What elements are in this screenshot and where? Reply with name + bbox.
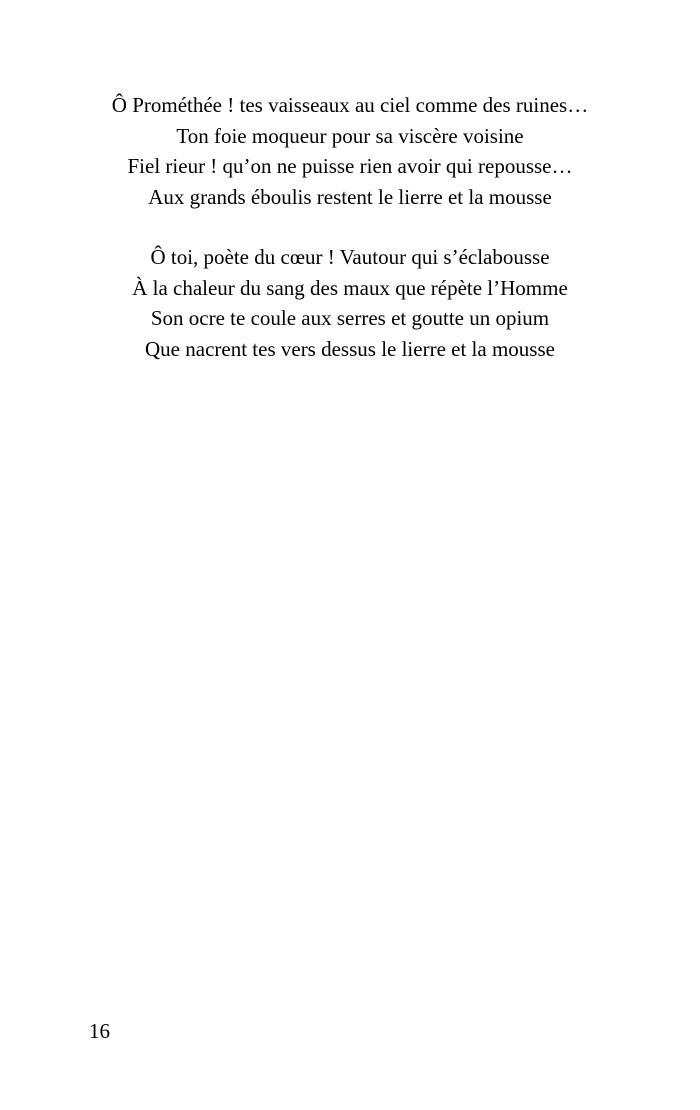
verse-line: Que nacrent tes vers dessus le lierre et la mousse bbox=[145, 336, 555, 361]
verse-line: Son ocre te coule aux serres et goutte un opium bbox=[150, 306, 550, 330]
verse-line: Ton foie moqueur pour sa viscère voisine bbox=[176, 123, 524, 148]
verse-line: Aux grands éboulis restent le lierre et la mousse bbox=[148, 184, 552, 209]
stanza-1 bbox=[0, 90, 700, 212]
verse-line: À la chaleur du sang des maux que répète l’Homme bbox=[132, 275, 568, 300]
verse-line: Ô toi, poète du cœur ! Vautour qui s’éclabousse bbox=[150, 245, 550, 269]
poem bbox=[0, 90, 700, 394]
stanza-2 bbox=[0, 242, 700, 364]
verse-line: Ô Prométhée ! tes vaisseaux au ciel comme des ruines… bbox=[111, 93, 589, 117]
verse-line: Fiel rieur ! qu’on ne puisse rien avoir qui repousse… bbox=[127, 154, 573, 178]
page-number: 16 bbox=[89, 1019, 110, 1043]
